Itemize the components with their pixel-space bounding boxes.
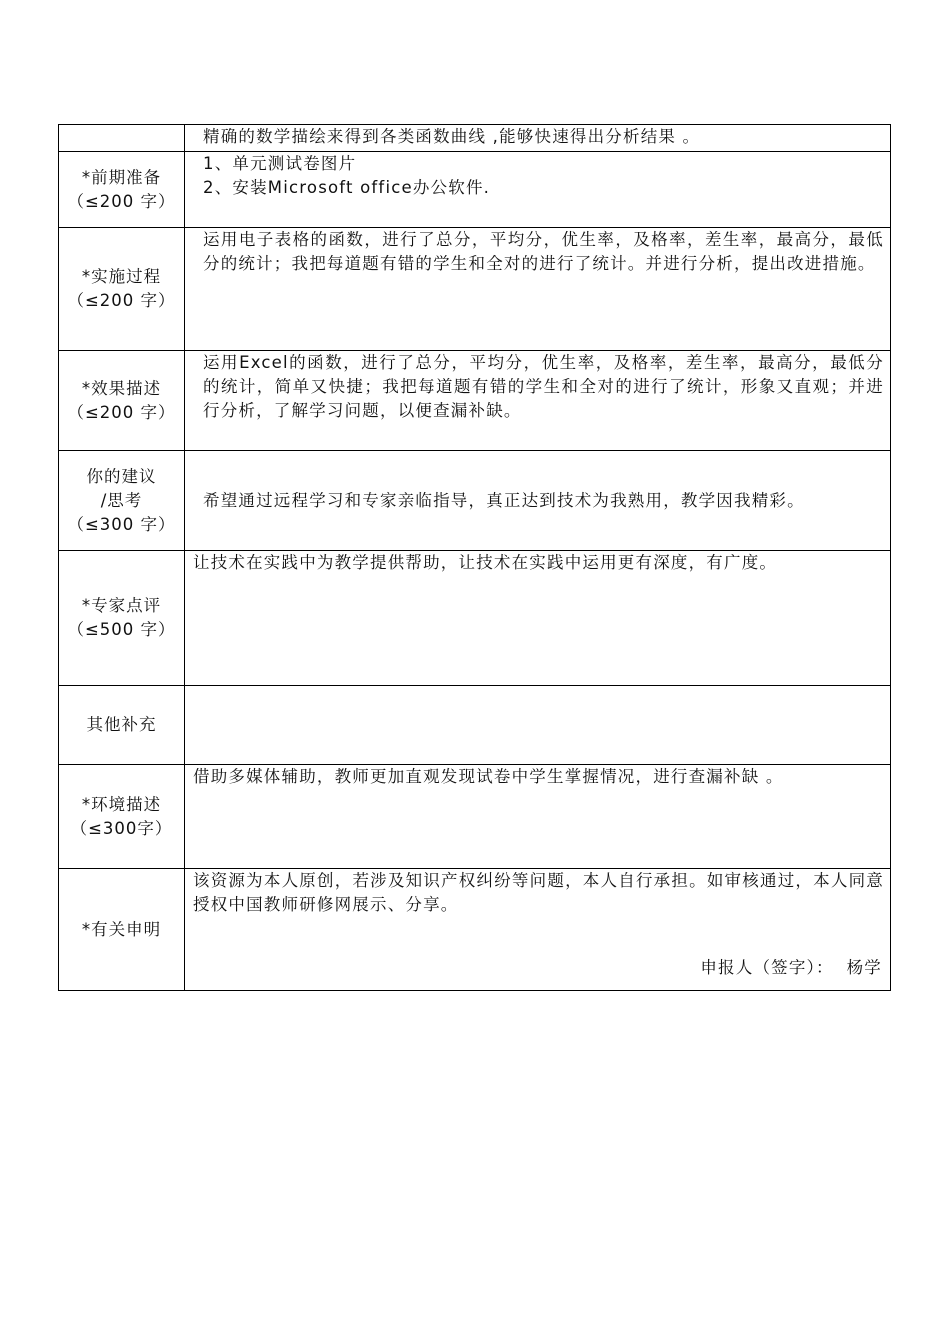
environment-content-cell [185,765,891,869]
implementation-label: *实施过程 [81,267,162,286]
suggestion-label-cell [59,451,185,551]
expert-review-text: 让技术在实践中为教学提供帮助，让技术在实践中运用更有深度，有广度。 [193,553,778,572]
implementation-content-cell [185,228,891,351]
row-label-empty [59,125,185,152]
expert-review-label: *专家点评 [81,596,162,615]
form-row-implementation [59,228,891,351]
suggestion-label-2: /思考 [100,490,143,510]
expert-review-limit: （≤500 字） [67,620,176,639]
effect-limit: （≤200 字） [67,402,176,422]
preparation-text: 1、单元测试卷图片 2、安装Microsoft office办公软件. [203,154,491,197]
intro-text: 精确的数学描绘来得到各类函数曲线 ,能够快速得出分析结果 。 [203,127,701,146]
expert-review-content-cell [185,551,891,686]
declaration-label-cell [59,869,185,991]
form-row-effect [59,351,891,451]
suggestion-label: 你的建议 [86,466,157,486]
form-row-other [59,686,891,765]
suggestion-content-cell [185,451,891,551]
expert-review-label-cell [59,551,185,686]
form-row-expert-review [59,551,891,686]
implementation-text: 运用电子表格的函数，进行了总分，平均分，优生率，及格率，差生率，最高分，最低分的统计；我把每道题有错的学生和全对的进行了统计。并进行分析，提出改进措施。 [203,230,884,273]
form-row-suggestion [59,451,891,551]
declaration-text: 该资源为本人原创，若涉及知识产权纠纷等问题，本人自行承担。如审核通过，本人同意授权中国教师研修网展示、分享。 [193,871,884,914]
declaration-content-cell [185,869,891,991]
form-row-declaration [59,869,891,991]
environment-limit: （≤300字） [70,818,173,838]
effect-content-cell [185,351,891,451]
environment-label: *环境描述 [81,794,162,814]
suggestion-text: 希望通过远程学习和专家亲临指导，真正达到技术为我熟用，教学因我精彩。 [203,490,805,510]
other-label: 其他补充 [86,715,157,734]
form-row-environment [59,765,891,869]
form-row-intro [59,125,891,152]
environment-label-cell [59,765,185,869]
other-content-cell [185,686,891,765]
suggestion-limit: （≤300 字） [67,514,176,534]
intro-content-cell [185,125,891,152]
applicant-signature: 申报人（签字）： 杨学 [700,958,882,977]
implementation-label-cell [59,228,185,351]
implementation-limit: （≤200 字） [67,291,176,310]
effect-label: *效果描述 [81,378,162,398]
preparation-limit: （≤200 字） [67,191,176,211]
preparation-label-cell [59,152,185,228]
declaration-label: *有关申明 [81,919,162,939]
effect-text: 运用Excel的函数，进行了总分，平均分，优生率，及格率，差生率，最高分，最低分的统计，简单又快捷；我把每道题有错的学生和全对的进行了统计，形象又直观；并进行分析，了解学习问题，以便查漏补缺。 [203,353,884,420]
other-label-cell [59,686,185,765]
form-row-preparation [59,152,891,228]
effect-label-cell [59,351,185,451]
preparation-content-cell [185,152,891,228]
application-form-table [58,124,891,991]
preparation-label: *前期准备 [81,167,162,187]
environment-text: 借助多媒体辅助，教师更加直观发现试卷中学生掌握情况，进行查漏补缺 。 [193,767,784,786]
